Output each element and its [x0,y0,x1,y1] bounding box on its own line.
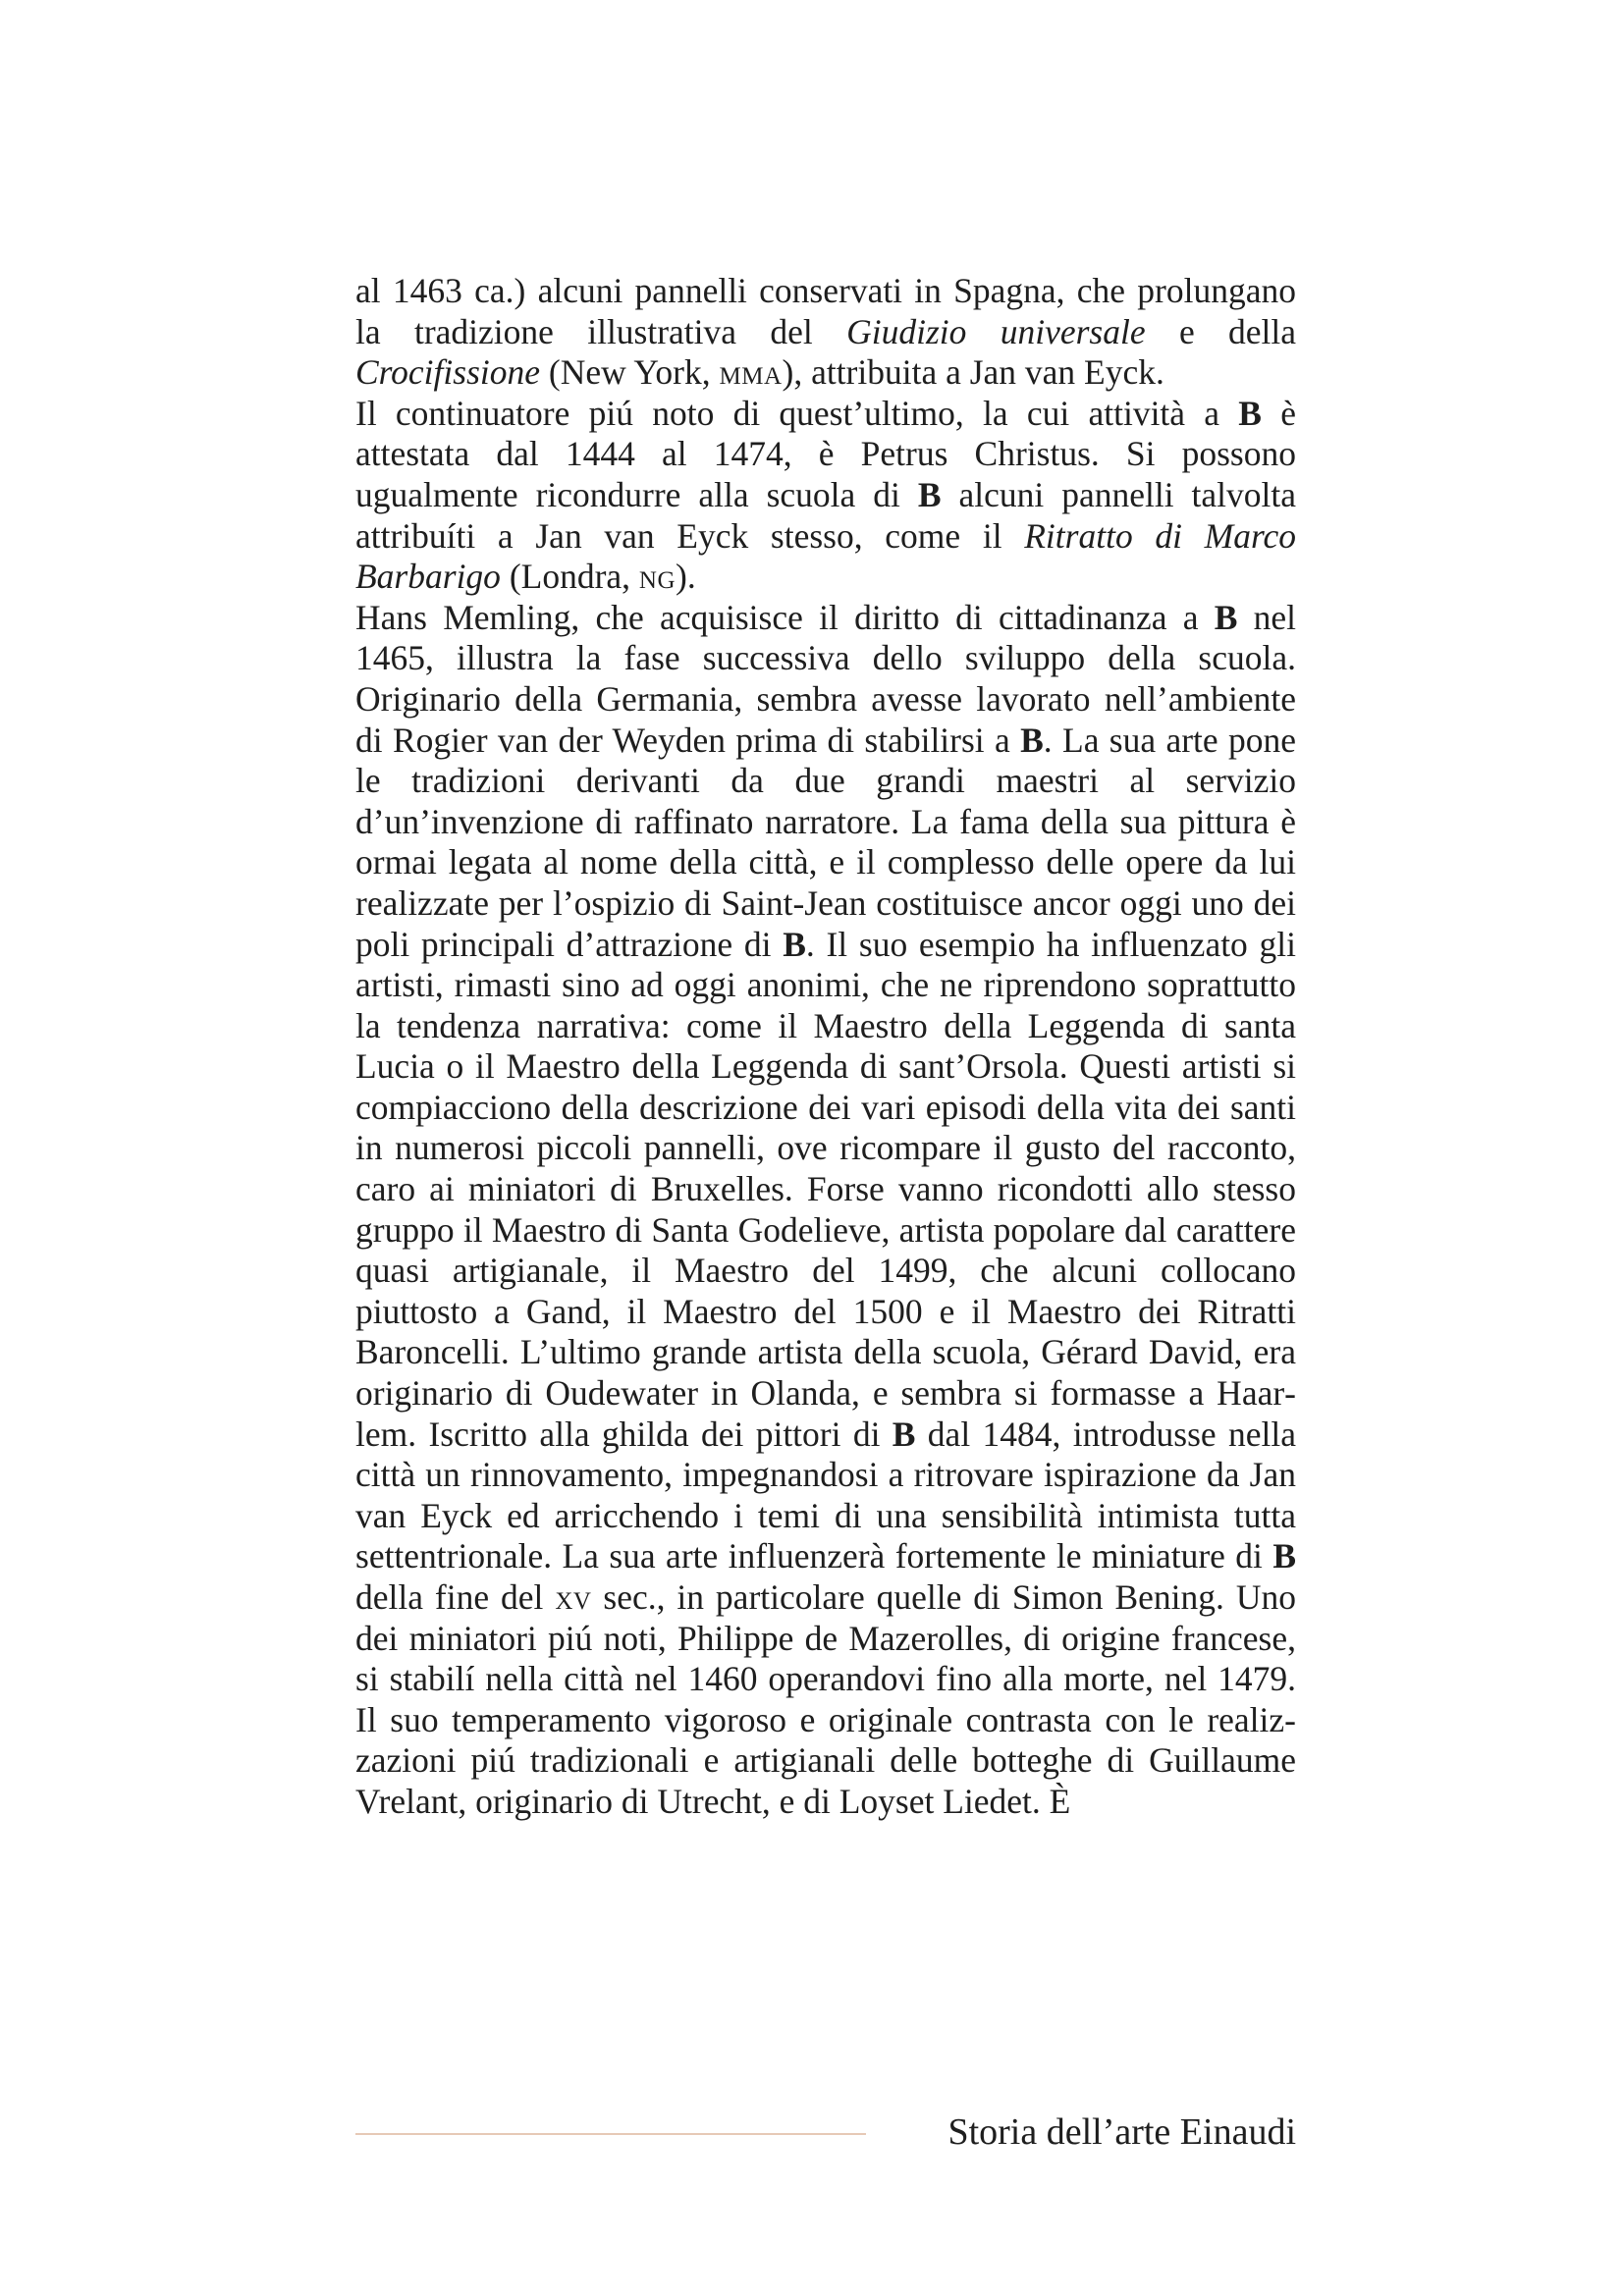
text-run: al 1463 ca.) alcuni pannelli conservati in Spagna, che prolungano la tradizione illustrativa del [355,271,1296,351]
paragraph [355,598,1296,1823]
city-abbreviation: B [783,924,806,964]
body-text [355,271,1296,1823]
text-run: . La sua arte pone le tradizioni derivanti da due grandi maestri al servizio d’un’invenzione di raffinato narratore. La fama della sua pittura è ormai legata al nome della città, e il complesso delle opere da lui realizzate per l’ospizio di Saint-Jean costituisce ancor oggi uno dei poli principali d’attrazione di [355,720,1296,964]
text-run: alcuni pannelli talvolta attribuíti a Jan van Eyck stesso, come il [355,474,1296,556]
paragraph [355,271,1296,394]
footer-rule [355,2133,866,2135]
text-run: Hans Memling, che acquisisce il diritto di cittadinanza a [355,597,1215,637]
text-run: sec., in particolare quelle di Simon Bening. Uno dei miniatori piú noti, Philippe de Mazerolles, di origine francese, si stabilí nella città nel 1460 operandovi fino alla morte, nel 1479. Il suo temperamento vigoroso e originale contrasta con le realizzazioni piú tradizionali e artigianali delle botteghe di Guillaume Vrelant, originario di Utrecht, e di Loyset Liedet. È [355,1577,1296,1821]
city-abbreviation: B [917,474,942,514]
text-run: e della [1145,311,1297,351]
italic-title: Crocifissione [355,352,541,393]
footer-title: Storia dell’arte Einaudi [947,2111,1296,2153]
city-abbreviation: B [1020,720,1044,760]
text-run: (New York, [540,352,720,393]
small-caps-text: ng [638,557,676,597]
small-caps-text: xv [555,1577,592,1617]
text-run: è attestata dal 1444 al 1474, è Petrus Christus. Si possono ugualmente ricondurre alla scuola di [355,393,1296,514]
city-abbreviation: B [1272,1536,1296,1576]
text-run: della fine del [355,1577,556,1617]
text-run: Il continuatore piú noto di quest’ultimo, la cui attività a [355,393,1239,433]
text-run: ), attribuita a Jan van Eyck. [782,352,1164,393]
text-run: dal 1484, introdusse nella città un rinnovamento, impegnandosi a ritrovare ispirazione da Jan van Eyck ed arricchendo i temi di una sensibilità intimista tutta settentrionale. La sua arte influenzerà fortemente le miniature di [355,1414,1297,1576]
city-abbreviation: B [1238,393,1262,433]
city-abbreviation: B [1214,597,1238,637]
text-run: ). [676,557,696,597]
italic-title: Giudizio universale [846,311,1146,351]
text-run: . Il suo esempio ha influenzato gli artisti, rimasti sino ad oggi anonimi, che ne riprendono soprattutto la tendenza narrativa: come il Maestro della Leggenda di santa Lucia o il Maestro della Leggenda di sant’Orsola. Questi artisti si compiacciono della descrizione dei vari episodi della vita dei santi in numerosi piccoli pannelli, ove ricompare il gusto del racconto, caro ai miniatori di Bruxelles. Forse vanno ricondotti allo stesso gruppo il Maestro di Santa Godelieve, artista popolare dal carattere quasi artigianale, il Maestro del 1499, che alcuni collocano piuttosto a Gand, il Maestro del 1500 e il Maestro dei Ritratti Baroncelli. L’ultimo grande artista della scuola, Gérard David, era originario di Oudewater in Olanda, e sembra si formasse a Haarlem. Iscritto alla ghilda dei pittori di [355,924,1296,1454]
italic-title: Ritratto di Marco Barbarigo [355,515,1296,597]
city-abbreviation: B [892,1414,916,1454]
text-run: (Londra, [500,557,639,597]
small-caps-text: mma [719,352,783,393]
text-run: nel 1465, illustra la fase successiva dello sviluppo della scuola. Originario della Germania, sembra avesse lavorato nell’ambiente di Rogier van der Weyden prima di stabilirsi a [355,597,1297,760]
paragraph [355,394,1296,598]
